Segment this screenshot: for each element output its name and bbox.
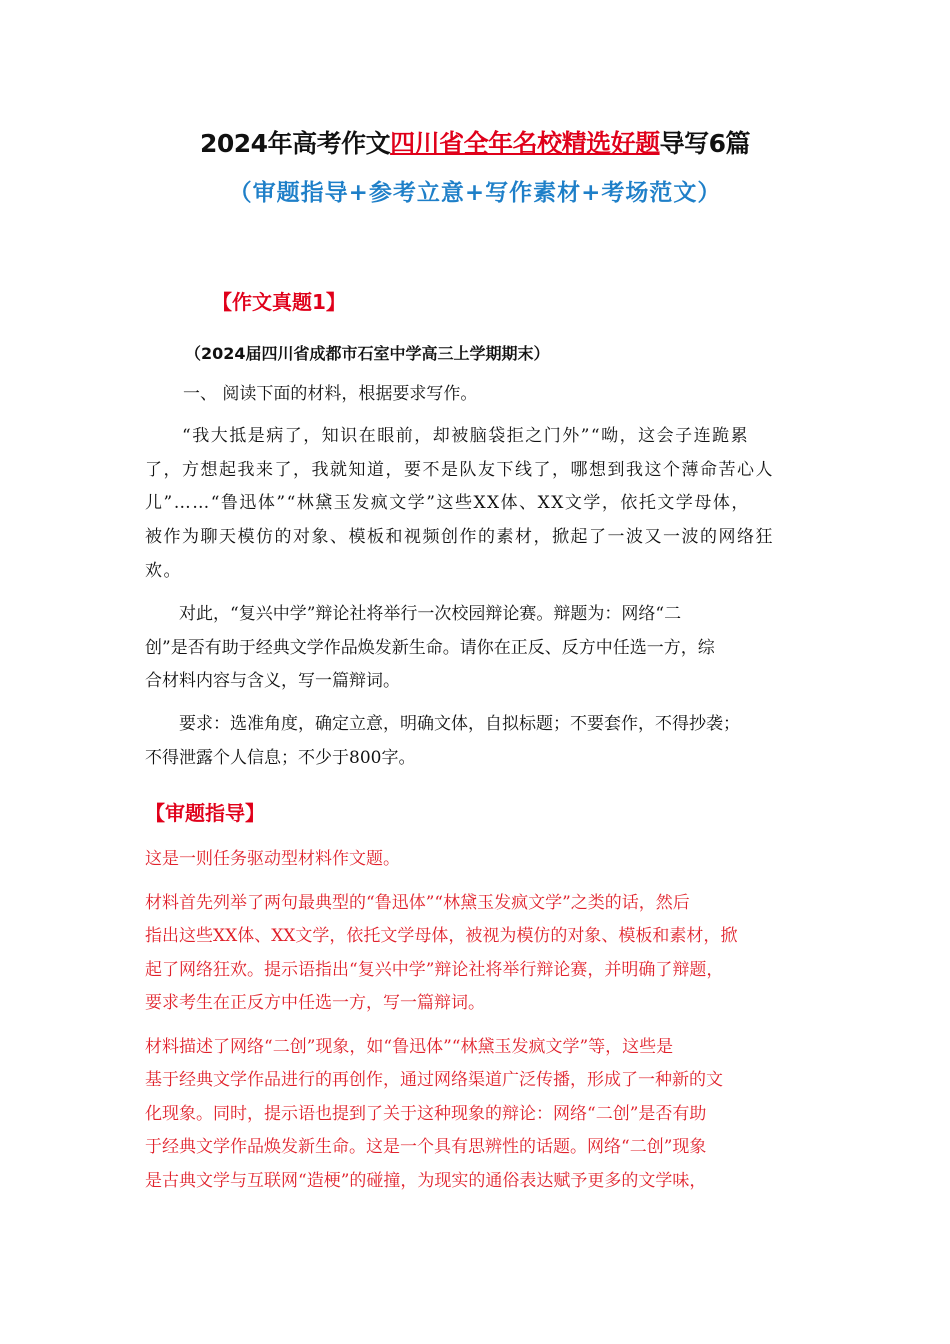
text-line: 不得泄露个人信息；不少于800字。 (145, 747, 416, 768)
document-subtitle: （审题指导+参考立意+写作素材+考场范文） (228, 179, 722, 206)
text-line: 指出这些XX体、XX文学，依托文学母体，被视为模仿的对象、模板和素材，掀 (145, 926, 738, 946)
guide-heading: 【审题指导】 (145, 801, 265, 825)
document-title (0, 124, 950, 160)
text-line: “我大抵是病了，知识在眼前，却被脑袋拒之门外”“呦，这会子连跪累 (145, 426, 750, 446)
question-heading: 【作文真题1】 (212, 290, 346, 314)
material-paragraph (145, 420, 825, 588)
text-line: 基于经典文学作品进行的再创作，通过网络渠道广泛传播，形成了一种新的文 (145, 1070, 723, 1090)
text-line: 创”是否有助于经典文学作品焕发新生命。请你在正反、反方中任选一方，综 (145, 637, 715, 658)
title-suffix: 导写6篇 (659, 129, 750, 158)
text-line: 合材料内容与含义，写一篇辩词。 (145, 671, 400, 691)
text-line: 要求：选准角度，确定立意，明确文体，自拟标题；不要套作，不得抄袭； (145, 714, 740, 734)
instruction-text: 一、 阅读下面的材料，根据要求写作。 (183, 384, 478, 404)
text-line: 被作为聊天模仿的对象、模板和视频创作的素材，掀起了一波又一波的网络狂 (145, 527, 774, 548)
text-line: 材料首先列举了两句最典型的“鲁迅体”“林黛玉发疯文学”之类的话，然后 (145, 892, 690, 913)
text-line: 欢。 (145, 560, 182, 581)
title-highlight: 四川省全年名校精选好题 (390, 129, 660, 158)
title-prefix: 2024年高考作文 (199, 129, 391, 158)
guide-paragraph (145, 843, 825, 877)
prompt-paragraph (145, 598, 825, 699)
text-line: 材料描述了网络“二创”现象，如“鲁迅体”“林黛玉发疯文学”等，这些是 (145, 1036, 674, 1057)
guide-section (145, 843, 825, 1208)
text-line: 对此，“复兴中学”辩论社将举行一次校园辩论赛。辩题为：网络“二 (145, 604, 682, 624)
text-line: 儿”……“鲁迅体”“林黛玉发疯文学”这些XX体、XX文学，依托文学母体， (145, 493, 750, 514)
text-line: 是古典文学与互联网“造梗”的碰撞，为现实的通俗表达赋予更多的文学味， (145, 1170, 707, 1191)
guide-paragraph (145, 1031, 825, 1199)
text-line: 起了网络狂欢。提示语指出“复兴中学”辩论社将举行辩论赛，并明确了辩题， (145, 959, 724, 980)
text-line: 要求考生在正反方中任选一方，写一篇辩词。 (145, 993, 485, 1013)
instruction (183, 378, 863, 412)
question-source: （2024届四川省成都市石室中学高三上学期期末） (185, 344, 550, 363)
text-line: 这是一则任务驱动型材料作文题。 (145, 849, 400, 869)
text-line: 了，方想起我来了，我就知道，要不是队友下线了，哪想到我这个薄命苦心人 (145, 459, 774, 480)
guide-paragraph (145, 887, 825, 1021)
requirement-paragraph (145, 708, 825, 775)
text-line: 于经典文学作品焕发新生命。这是一个具有思辨性的话题。网络“二创”现象 (145, 1137, 707, 1157)
text-line: 化现象。同时，提示语也提到了关于这种现象的辩论：网络“二创”是否有助 (145, 1103, 707, 1124)
